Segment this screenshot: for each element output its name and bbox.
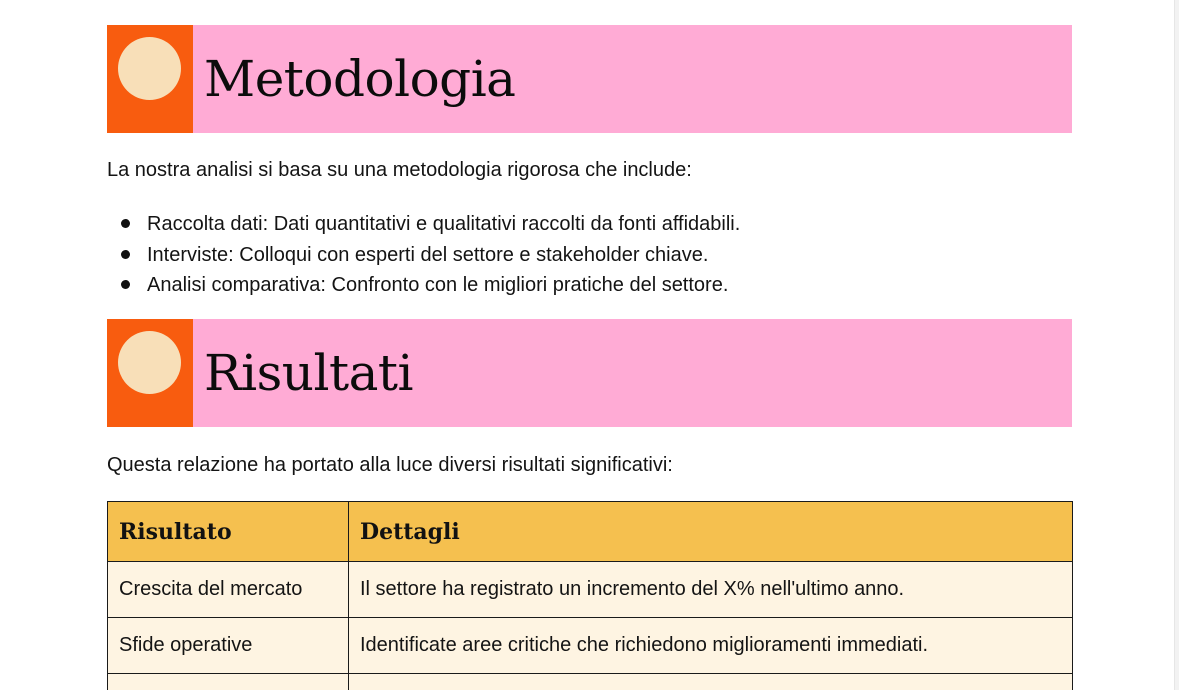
list-item-text: Analisi comparativa: Confronto con le migliori pratiche del settore. bbox=[147, 274, 729, 296]
table-cell: Crescita del mercato bbox=[108, 562, 349, 618]
table-row bbox=[108, 674, 1073, 690]
section-header-risultati bbox=[107, 319, 1072, 427]
circle-icon bbox=[118, 37, 181, 100]
bullet-icon bbox=[121, 219, 130, 228]
table-cell: Il settore ha registrato un incremento del X% nell'ultimo anno. bbox=[349, 562, 1073, 618]
table-row bbox=[108, 618, 1073, 674]
circle-icon bbox=[118, 331, 181, 394]
list-item-text: Raccolta dati: Dati quantitativi e qualitativi raccolti da fonti affidabili. bbox=[147, 213, 741, 235]
table-row bbox=[108, 562, 1073, 618]
header-accent-block bbox=[107, 319, 193, 427]
table-cell: Identificate aree critiche che richiedono miglioramenti immediati. bbox=[349, 618, 1073, 674]
list-item bbox=[107, 240, 740, 271]
section-header-metodologia bbox=[107, 25, 1072, 133]
table-cell bbox=[349, 674, 1073, 690]
list-item bbox=[107, 209, 740, 240]
results-intro: Questa relazione ha portato alla luce diversi risultati significativi: bbox=[107, 454, 673, 476]
list-item bbox=[107, 270, 740, 301]
section-title: Metodologia bbox=[204, 50, 516, 108]
column-header-risultato: Risultato bbox=[108, 502, 349, 562]
section-title: Risultati bbox=[204, 344, 413, 402]
bullet-icon bbox=[121, 250, 130, 259]
header-accent-block bbox=[107, 25, 193, 133]
table-cell: Sfide operative bbox=[108, 618, 349, 674]
table-header-row bbox=[108, 502, 1073, 562]
column-header-dettagli: Dettagli bbox=[349, 502, 1073, 562]
list-item-text: Interviste: Colloqui con esperti del settore e stakeholder chiave. bbox=[147, 243, 709, 266]
results-table bbox=[107, 501, 1073, 690]
methodology-bullet-list bbox=[107, 209, 740, 301]
scrollbar-track[interactable] bbox=[1174, 0, 1179, 690]
methodology-intro: La nostra analisi si basa su una metodologia rigorosa che include: bbox=[107, 159, 692, 181]
bullet-icon bbox=[121, 280, 130, 289]
table-cell bbox=[108, 674, 349, 690]
